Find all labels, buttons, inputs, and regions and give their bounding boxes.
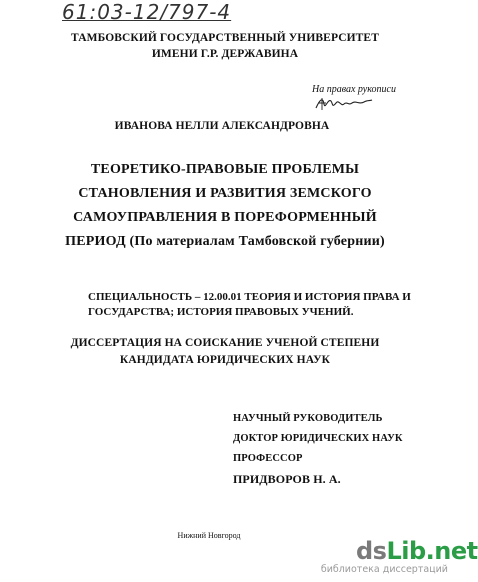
- author-name: ИВАНОВА НЕЛЛИ АЛЕКСАНДРОВНА: [114, 120, 330, 132]
- specialty-line: СПЕЦИАЛЬНОСТЬ – 12.00.01 ТЕОРИЯ И ИСТОРИЯ ПРАВА И: [88, 291, 411, 303]
- specialty-line: ГОСУДАРСТВА; ИСТОРИЯ ПРАВОВЫХ УЧЕНИЙ.: [88, 306, 354, 318]
- handwritten-signature: [314, 95, 374, 113]
- advisor-role: НАУЧНЫЙ РУКОВОДИТЕЛЬ: [233, 413, 383, 424]
- degree-line: КАНДИДАТА ЮРИДИЧЕСКИХ НАУК: [119, 354, 331, 366]
- advisor-name: ПРИДВОРОВ Н. А.: [233, 472, 341, 486]
- watermark-subtitle: библиотека диссертаций: [320, 564, 448, 575]
- advisor-block: [233, 409, 403, 489]
- watermark-logo: dsLib.net: [356, 537, 478, 565]
- archive-code-stamp: 61:03-12/797-4: [62, 0, 232, 24]
- advisor-title: ПРОФЕССОР: [233, 453, 303, 464]
- dslib-watermark: [320, 537, 478, 582]
- title-line: СТАНОВЛЕНИЯ И РАЗВИТИЯ ЗЕМСКОГО: [78, 186, 372, 201]
- title-line: САМОУПРАВЛЕНИЯ В ПОРЕФОРМЕННЫЙ: [73, 210, 377, 225]
- dissertation-title: [0, 158, 450, 254]
- title-line: ПЕРИОД (По материалам Тамбовской губернии): [65, 234, 385, 249]
- university-name: ТАМБОВСКИЙ ГОСУДАРСТВЕННЫЙ УНИВЕРСИТЕТ: [71, 32, 379, 44]
- advisor-degree: ДОКТОР ЮРИДИЧЕСКИХ НАУК: [233, 433, 403, 444]
- degree-line: ДИССЕРТАЦИЯ НА СОИСКАНИЕ УЧЕНОЙ СТЕПЕНИ: [70, 337, 380, 349]
- university-named-after: ИМЕНИ Г.Р. ДЕРЖАВИНА: [151, 48, 299, 60]
- title-line: ТЕОРЕТИКО-ПРАВОВЫЕ ПРОБЛЕМЫ: [90, 162, 360, 177]
- specialty-block: [88, 290, 418, 320]
- city: Нижний Новгород: [177, 531, 241, 540]
- rights-note: На правах рукописи: [312, 84, 396, 95]
